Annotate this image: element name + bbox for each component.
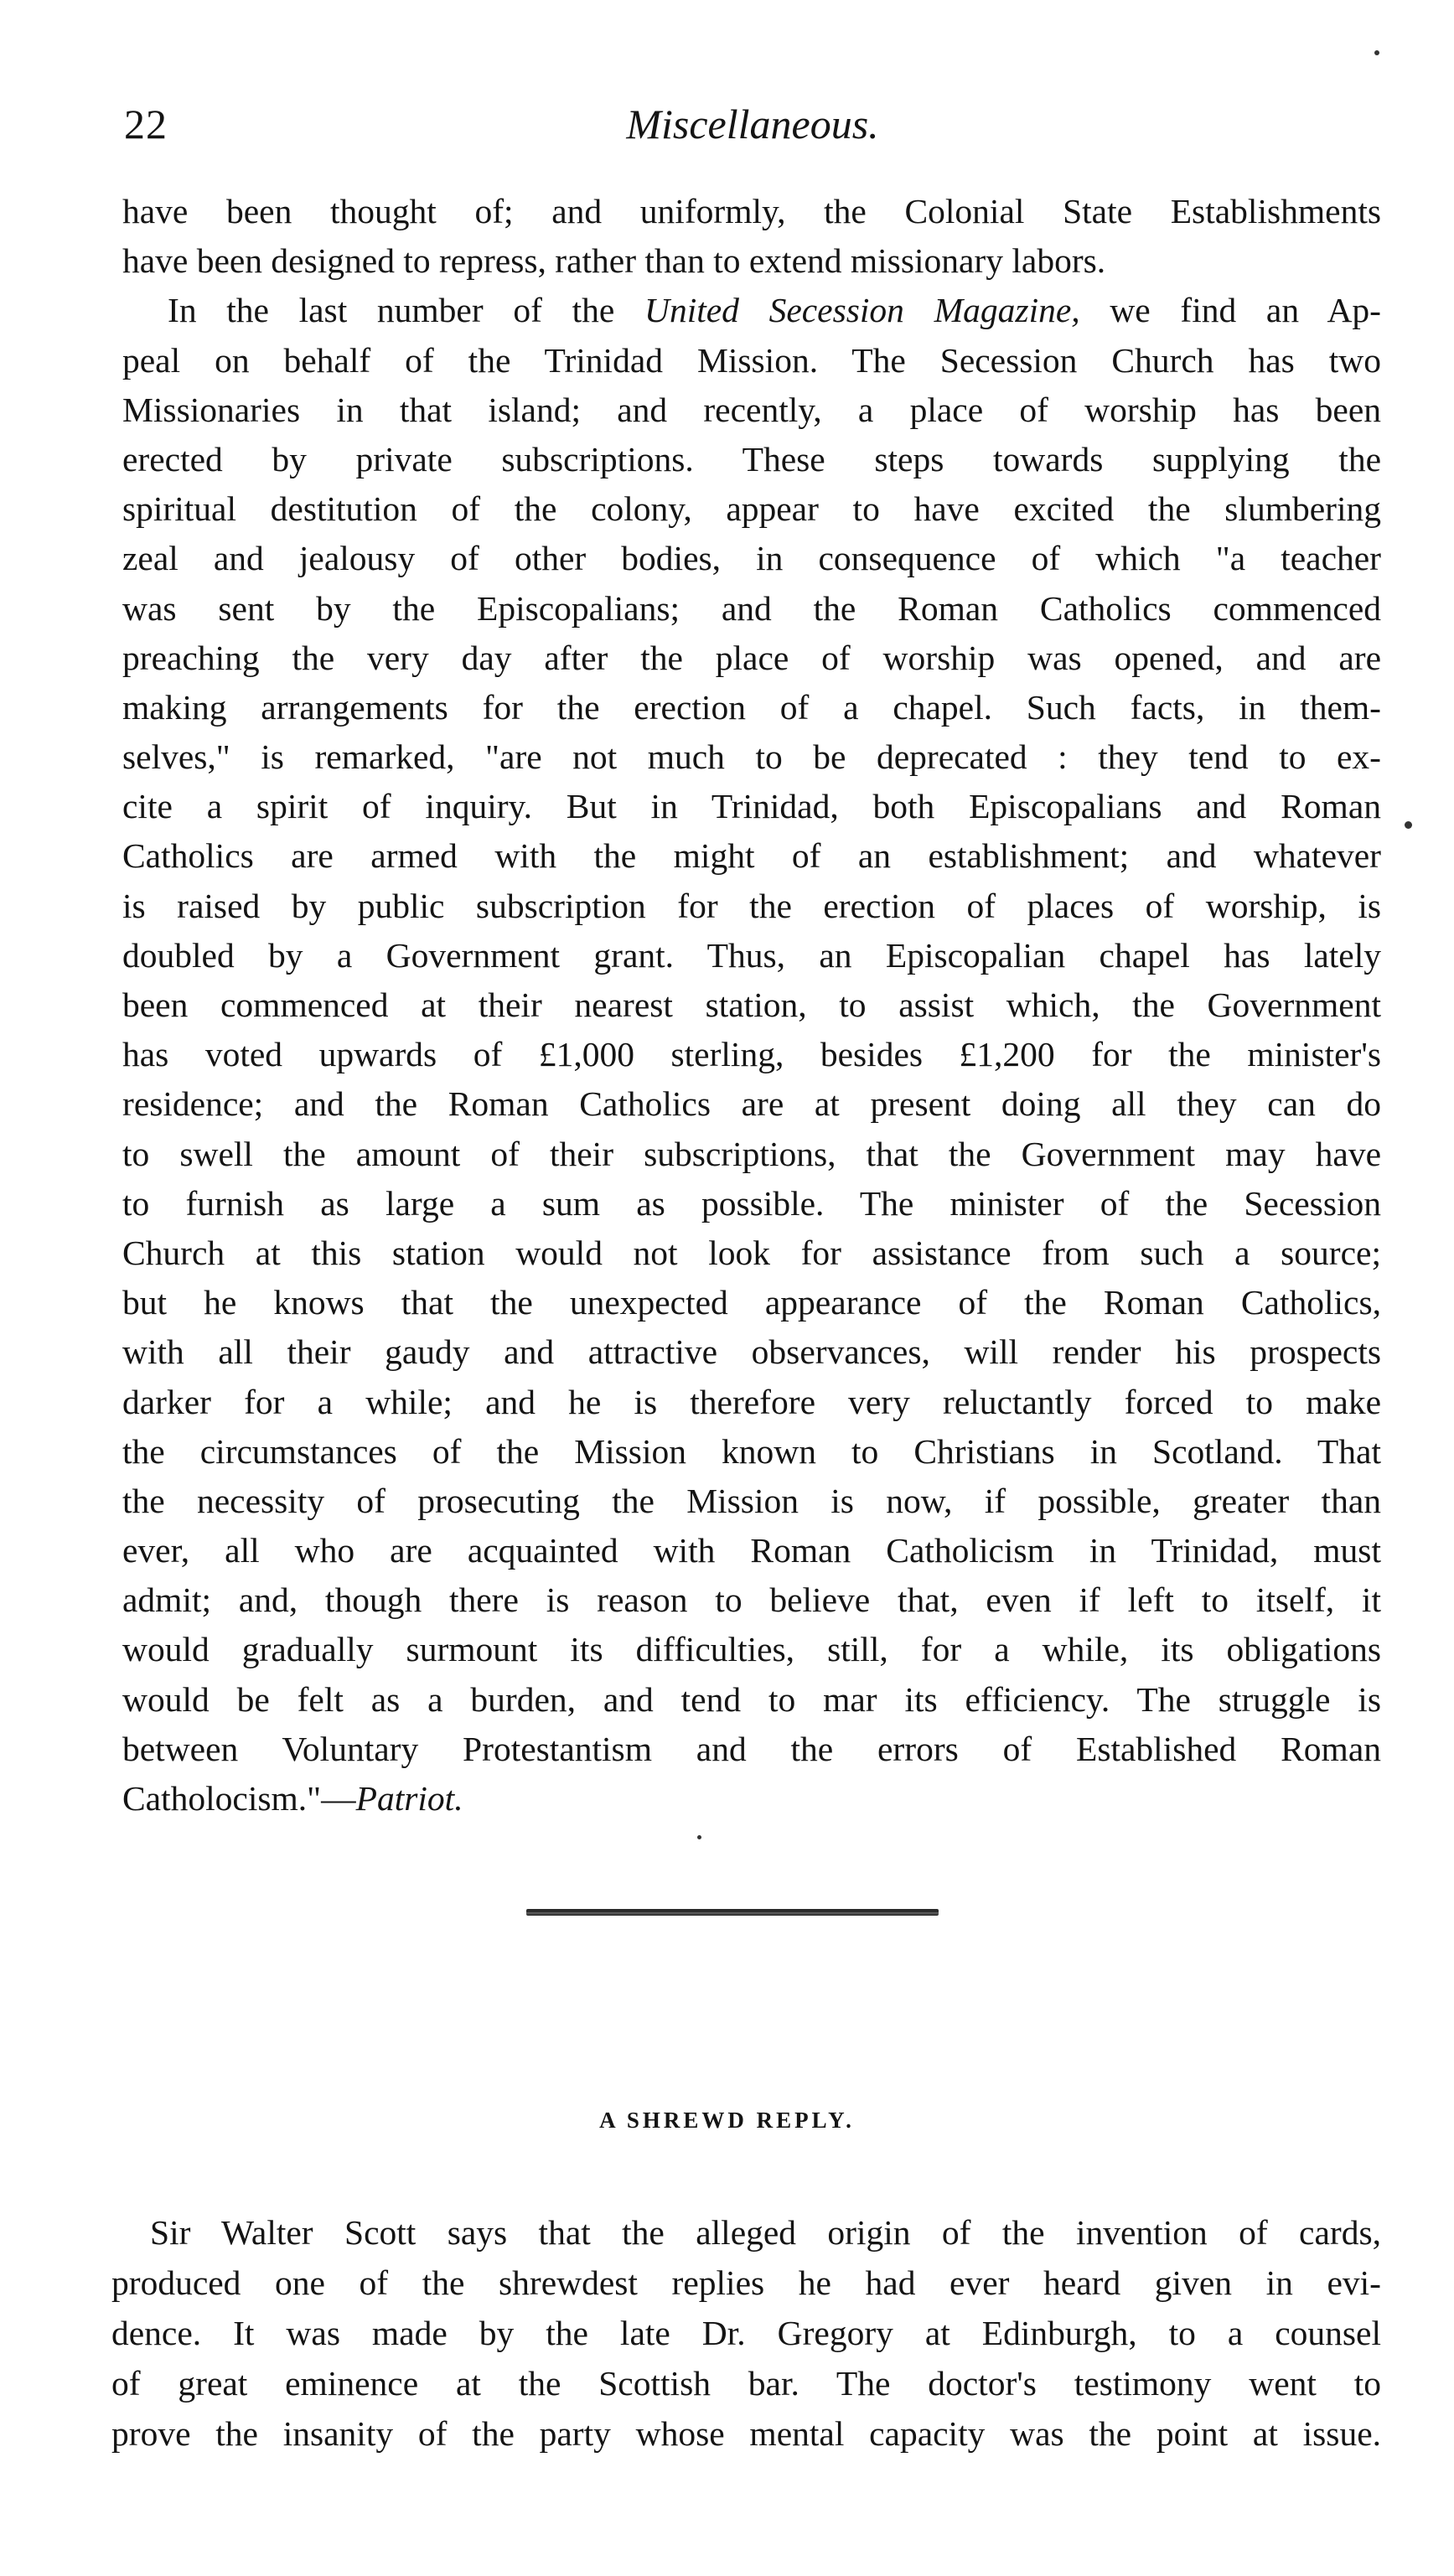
section-body: [111, 2207, 1381, 2459]
text-line: have been thought of; and uniformly, the Colonial State Establishments: [122, 192, 1381, 230]
print-speck: [697, 1835, 701, 1839]
text-line: to furnish as large a sum as possible. The minister of the Secession: [122, 1183, 1381, 1223]
text-line: Catholics are armed with the might of an establishment; and whatever: [122, 836, 1381, 876]
text-line: would be felt as a burden, and tend to mar its efficiency. The struggle is: [122, 1679, 1381, 1719]
text-line: cite a spirit of inquiry. But in Trinidad, both Episcopalians and Roman: [122, 787, 1381, 826]
text-line: ever, all who are acquainted with Roman Catholicism in Trinidad, must: [122, 1531, 1381, 1570]
running-head: [124, 99, 1381, 158]
magazine-title: United Secession Magazine,: [644, 291, 1080, 330]
text-line: was sent by the Episcopalians; and the Roman Catholics commenced: [122, 588, 1381, 628]
text-line: to swell the amount of their subscriptions, that the Government may have: [122, 1134, 1381, 1173]
page-number: 22: [124, 101, 168, 147]
text-line: the circumstances of the Mission known to Christians in Scotland. That: [122, 1431, 1381, 1471]
text-line: residence; and the Roman Catholics are at present doing all they can do: [122, 1084, 1381, 1124]
text-line: admit; and, though there is reason to believe that, even if left to itself, it: [122, 1580, 1381, 1620]
text-line: Church at this station would not look for assistance from such a source;: [122, 1233, 1381, 1272]
text-line: Missionaries in that island; and recently, a place of worship has been: [122, 390, 1381, 429]
text-line-with-italic: [122, 286, 1381, 335]
text-line: making arrangements for the erection of a chapel. Such facts, in them-: [122, 687, 1381, 727]
text-line: with all their gaudy and attractive observances, will render his prospects: [122, 1332, 1381, 1372]
text-line: has voted upwards of £1,000 sterling, besides £1,200 for the minister's: [122, 1035, 1381, 1074]
text-segment: Catholocism."—: [122, 1779, 356, 1818]
text-line: produced one of the shrewdest replies he had ever heard given in evi-: [111, 2263, 1381, 2302]
text-line: zeal and jealousy of other bodies, in consequence of which "a teacher: [122, 539, 1381, 578]
text-segment: we find an Ap-: [1079, 291, 1381, 330]
text-line: been commenced at their nearest station, to assist which, the Government: [122, 985, 1381, 1024]
text-line: would gradually surmount its difficulties, still, for a while, its obligations: [122, 1630, 1381, 1669]
source-attribution: Patriot.: [355, 1779, 463, 1818]
text-line: the necessity of prosecuting the Mission is now, if possible, greater than: [122, 1481, 1381, 1520]
print-speck: [1405, 821, 1412, 829]
text-line: selves," is remarked, "are not much to be deprecated : they tend to ex-: [122, 737, 1381, 777]
text-line: Sir Walter Scott says that the alleged origin of the invention of cards,: [150, 2213, 1381, 2252]
section-divider: [526, 1909, 939, 1916]
text-line: erected by private subscriptions. These steps towards supplying the: [122, 439, 1381, 478]
text-line: prove the insanity of the party whose mental capacity was the point at issue.: [111, 2414, 1381, 2453]
article-body: [122, 187, 1381, 1823]
text-line: preaching the very day after the place of worship was opened, and are: [122, 638, 1381, 677]
text-line: darker for a while; and he is therefore very reluctantly forced to make: [122, 1382, 1381, 1421]
section-heading: A SHREWD REPLY.: [599, 2108, 855, 2133]
text-line: spiritual destitution of the colony, appear to have excited the slumbering: [122, 489, 1381, 529]
text-line: dence. It was made by the late Dr. Gregory at Edinburgh, to a counsel: [111, 2314, 1381, 2352]
text-line-attribution: [122, 1774, 1381, 1823]
text-segment: In the last number of the: [168, 291, 644, 330]
text-line: of great eminence at the Scottish bar. The doctor's testimony went to: [111, 2364, 1381, 2403]
text-line: is raised by public subscription for the erection of places of worship, is: [122, 886, 1381, 925]
text-line: between Voluntary Protestantism and the errors of Established Roman: [122, 1729, 1381, 1768]
text-line: doubled by a Government grant. Thus, an Episcopalian chapel has lately: [122, 935, 1381, 975]
text-line: peal on behalf of the Trinidad Mission. The Secession Church has two: [122, 340, 1381, 380]
text-line: have been designed to repress, rather than to extend missionary labors.: [122, 241, 1106, 281]
text-line: but he knows that the unexpected appearance of the Roman Catholics,: [122, 1283, 1381, 1322]
print-speck: [1374, 50, 1379, 55]
running-title: Miscellaneous.: [626, 101, 879, 147]
